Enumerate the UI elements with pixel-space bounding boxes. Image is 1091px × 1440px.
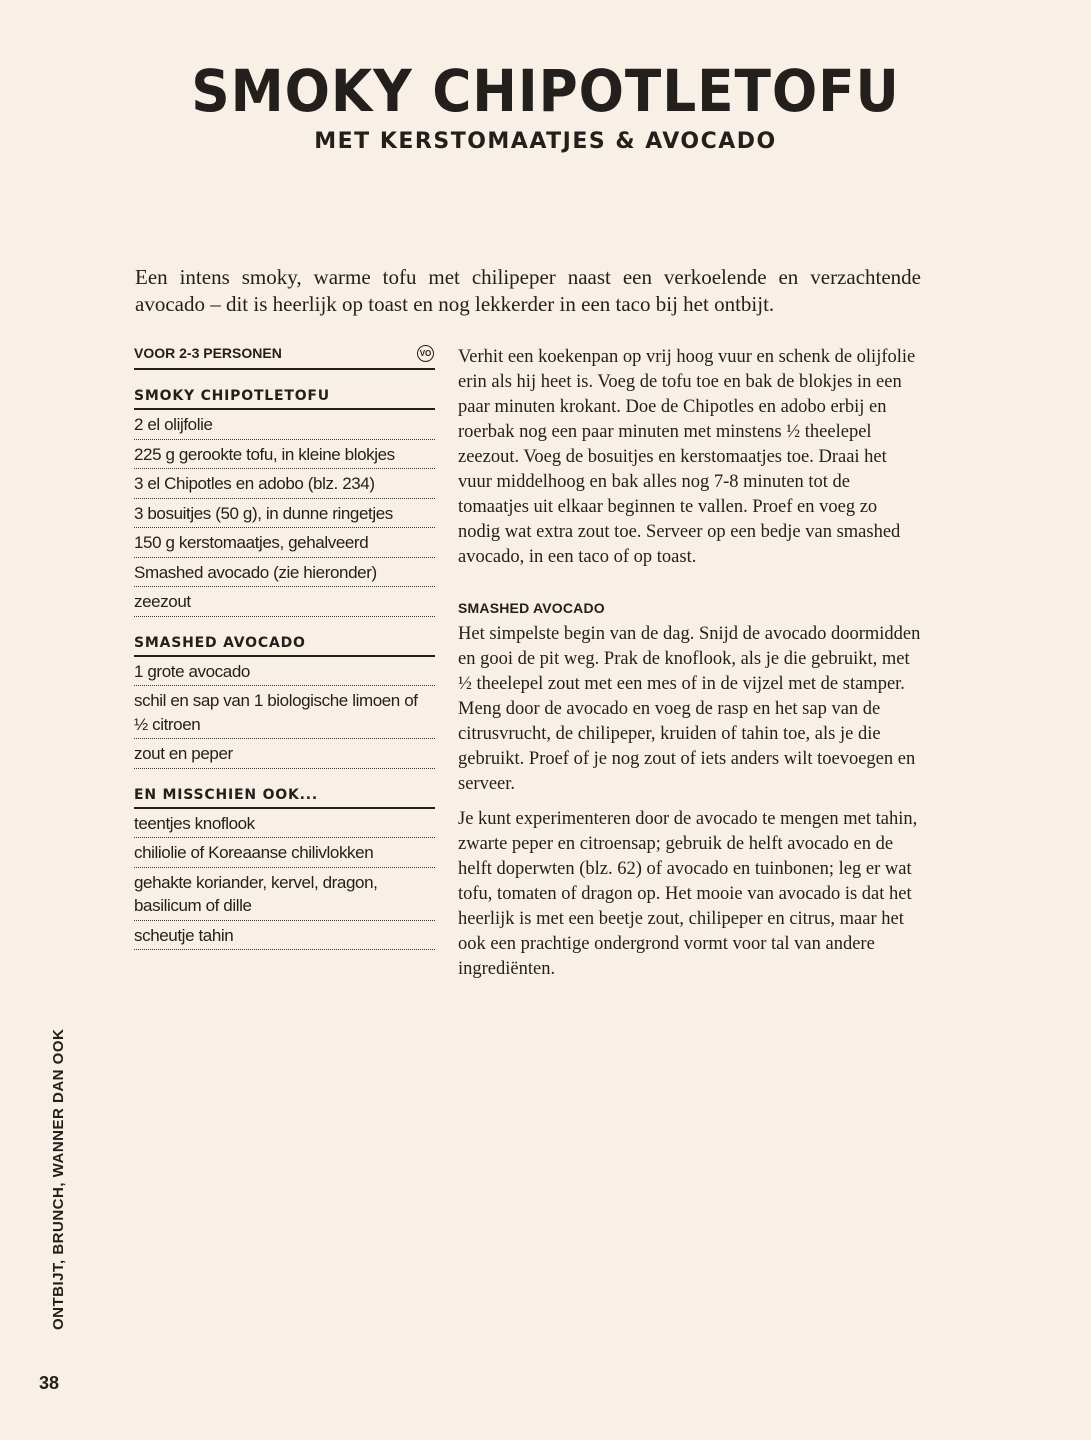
method-subheading: SMASHED AVOCADO [458, 600, 605, 616]
ingredient-item: zeezout [134, 587, 435, 617]
ingredient-section-tofu [134, 388, 435, 617]
vegan-option-icon: VO [417, 345, 434, 362]
ingredient-item: teentjes knoflook [134, 809, 435, 839]
ingredient-item: 2 el olijfolie [134, 410, 435, 440]
ingredient-item: 3 bosuitjes (50 g), in dunne ringetjes [134, 499, 435, 529]
ingredient-list [134, 410, 435, 617]
chapter-label: ONTBIJT, BRUNCH, WANNER DAN OOK [50, 1028, 67, 1330]
ingredient-item: 150 g kerstomaatjes, gehalveerd [134, 528, 435, 558]
method-paragraph: Verhit een koekenpan op vrij hoog vuur en schenk de olijfolie erin als hij heet is. Voeg de tofu toe en bak de blokjes in een paar minuten krokant. Doe de Chipotles en adobo erbij en roerbak nog een paar minuten met minstens ½ theelepel zeezout. Voeg de bosuitjes en kerstomaatjes toe. Draai het vuur middelhoog en bak alles nog 7-8 minuten tot de tomaatjes uit elkaar beginnen te vallen. Proef en voeg zo nodig wat extra zout toe. Serveer op een bedje van smashed avocado, in een taco of op toast. [458, 347, 916, 567]
section-heading: SMASHED AVOCADO [134, 635, 435, 657]
recipe-intro: Een intens smoky, warme tofu met chilipeper naast een verkoelende en verzachtende avocado – dit is heerlijk op toast en nog lekkerder in een taco bij het ontbijt. [135, 265, 921, 316]
ingredient-item: Smashed avocado (zie hieronder) [134, 558, 435, 588]
method-paragraph: Je kunt experimenteren door de avocado te mengen met tahin, zwarte peper en citroensap; gebruik de helft avocado en de helft doperwten (blz. 62) of avocado en tuinbonen; leg er wat tofu, tomaten of dragon op. Het mooie van avocado is dat het heerlijk is met een beetje zout, chilipeper en citrus, maar het ook een prachtige ondergrond vormt voor tal van andere ingrediënten. [458, 809, 918, 979]
ingredient-list [134, 809, 435, 951]
recipe-title: SMOKY CHIPOTLETOFU [191, 57, 900, 125]
ingredient-item: 225 g gerookte tofu, in kleine blokjes [134, 440, 435, 470]
recipe-subtitle: MET KERSTOMAATJES & AVOCADO [314, 129, 777, 154]
ingredient-item: schil en sap van 1 biologische limoen of ½ citroen [134, 686, 435, 739]
ingredient-section-avocado [134, 635, 435, 769]
ingredient-item: 1 grote avocado [134, 657, 435, 687]
method-column [458, 345, 923, 992]
servings-label: VOOR 2-3 PERSONEN [134, 345, 282, 361]
section-heading: EN MISSCHIEN OOK... [134, 787, 435, 809]
ingredient-item: gehakte koriander, kervel, dragon, basilicum of dille [134, 868, 435, 921]
ingredient-section-optional [134, 787, 435, 951]
ingredient-item: scheutje tahin [134, 921, 435, 951]
page-number: 38 [39, 1373, 60, 1393]
section-heading: SMOKY CHIPOTLETOFU [134, 388, 435, 410]
ingredient-list [134, 657, 435, 769]
method-paragraph: Het simpelste begin van de dag. Snijd de avocado doormidden en gooi de pit weg. Prak de knoflook, als je die gebruikt, met ½ theelepel zout met een mes of in de vijzel met de stamper. Meng door de avocado en voeg de rasp en het sap van de citrusvrucht, de chilipeper, kruiden of tahin toe, als je die gebruikt. Proef of je nog zout of iets anders wilt toevoegen en serveer. [458, 624, 921, 794]
ingredient-item: 3 el Chipotles en adobo (blz. 234) [134, 469, 435, 499]
servings-row [134, 342, 435, 370]
ingredient-item: zout en peper [134, 739, 435, 769]
ingredients-column [134, 342, 435, 950]
ingredient-item: chiliolie of Koreaanse chilivlokken [134, 838, 435, 868]
